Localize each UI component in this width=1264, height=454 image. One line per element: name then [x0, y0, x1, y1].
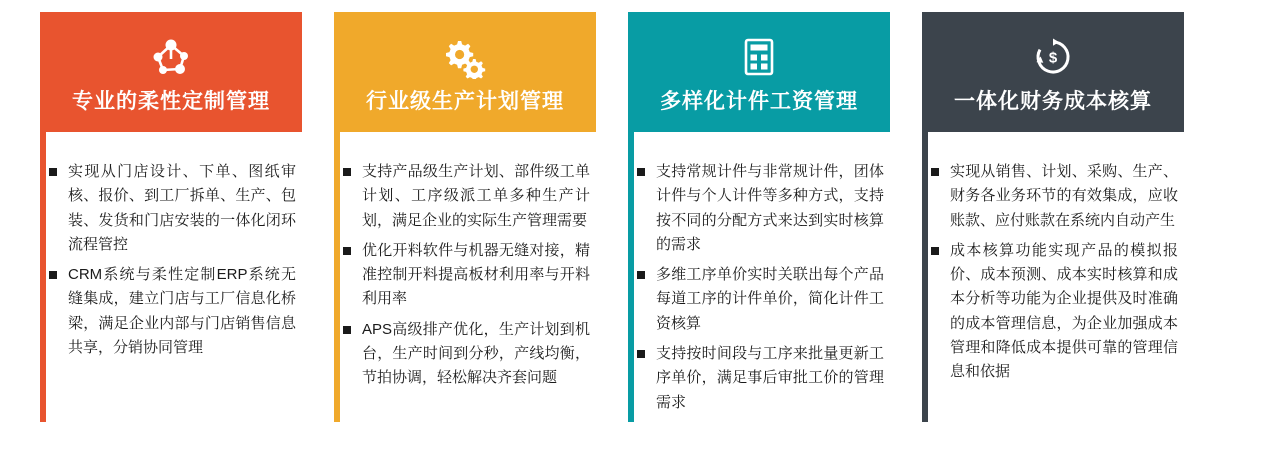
- feature-column-3: [628, 12, 890, 421]
- bullet-square-icon: [931, 247, 939, 255]
- feature-column-4: [922, 12, 1184, 391]
- bullet-square-icon: [49, 271, 57, 279]
- gears-icon: [442, 34, 488, 80]
- feature-list-2: [334, 132, 596, 397]
- accent-bar-4: [922, 12, 928, 422]
- list-item: [68, 263, 296, 360]
- feature-list-1: [40, 132, 302, 366]
- bullet-square-icon: [637, 168, 645, 176]
- list-item: [656, 160, 884, 257]
- list-item-text: 实现从门店设计、下单、图纸审核、报价、到工厂拆单、生产、包装、发货和门店安装的一体化闭环流程管控: [68, 163, 296, 253]
- card-title-3: 多样化计件工资管理: [660, 90, 858, 113]
- bullet-square-icon: [343, 326, 351, 334]
- list-item-text: 成本核算功能实现产品的模拟报价、成本预测、成本实时核算和成本分析等功能为企业提供及时准确的成本管理信息，为企业加强成本管理和降低成本提供可靠的管理信息和依据: [950, 241, 1178, 381]
- list-item: [656, 263, 884, 336]
- list-item-text: 支持常规计件与非常规计件，团体计件与个人计件等多种方式，支持按不同的分配方式来达到实时核算的需求: [656, 163, 884, 253]
- list-item: [362, 160, 590, 233]
- list-item-text: 支持产品级生产计划、部件级工单计划、工序级派工单多种生产计划，满足企业的实际生产管理需要: [362, 163, 590, 229]
- bullet-square-icon: [637, 271, 645, 279]
- bullet-square-icon: [343, 247, 351, 255]
- list-item: [656, 342, 884, 415]
- list-item-text: 支持按时间段与工序来批量更新工序单价，满足事后审批工价的管理需求: [656, 345, 884, 411]
- list-item-text: 实现从销售、计划、采购、生产、财务各业务环节的有效集成，应收账款、应付账款在系统内自动产生: [950, 163, 1178, 229]
- cost-cycle-icon: [1031, 34, 1075, 80]
- card-header-4: [922, 12, 1184, 132]
- feature-list-4: [922, 132, 1184, 391]
- accent-bar-3: [628, 12, 634, 422]
- bullet-square-icon: [931, 168, 939, 176]
- feature-column-1: [40, 12, 302, 366]
- feature-list-3: [628, 132, 890, 421]
- molecule-icon: [149, 34, 193, 80]
- card-title-1: 专业的柔性定制管理: [72, 90, 270, 113]
- list-item: [362, 239, 590, 312]
- accent-bar-2: [334, 12, 340, 422]
- bullet-square-icon: [343, 168, 351, 176]
- card-header-3: [628, 12, 890, 132]
- feature-column-2: [334, 12, 596, 397]
- list-item-text: APS高级排产优化，生产计划到机台，生产时间到分秒，产线均衡，节拍协调，轻松解决齐套问题: [362, 320, 590, 387]
- bullet-square-icon: [637, 350, 645, 358]
- svg-text:$: $: [1048, 49, 1058, 67]
- list-item-text: CRM系统与柔性定制ERP系统无缝集成，建立门店与工厂信息化桥梁，满足企业内部与门店销售信息共享，分销协同管理: [68, 266, 296, 357]
- calculator-icon: [738, 34, 780, 80]
- accent-bar-1: [40, 12, 46, 422]
- card-header-1: [40, 12, 302, 132]
- card-title-2: 行业级生产计划管理: [366, 90, 564, 113]
- list-item: [68, 160, 296, 257]
- list-item-text: 优化开料软件与机器无缝对接，精准控制开料提高板材利用率与开料利用率: [362, 241, 590, 308]
- list-item: [950, 239, 1178, 385]
- card-title-4: 一体化财务成本核算: [954, 90, 1152, 113]
- bullet-square-icon: [49, 168, 57, 176]
- list-item-text: 多维工序单价实时关联出每个产品每道工序的计件单价，简化计件工资核算: [656, 266, 884, 332]
- card-header-2: [334, 12, 596, 132]
- list-item: [362, 318, 590, 391]
- list-item: [950, 160, 1178, 233]
